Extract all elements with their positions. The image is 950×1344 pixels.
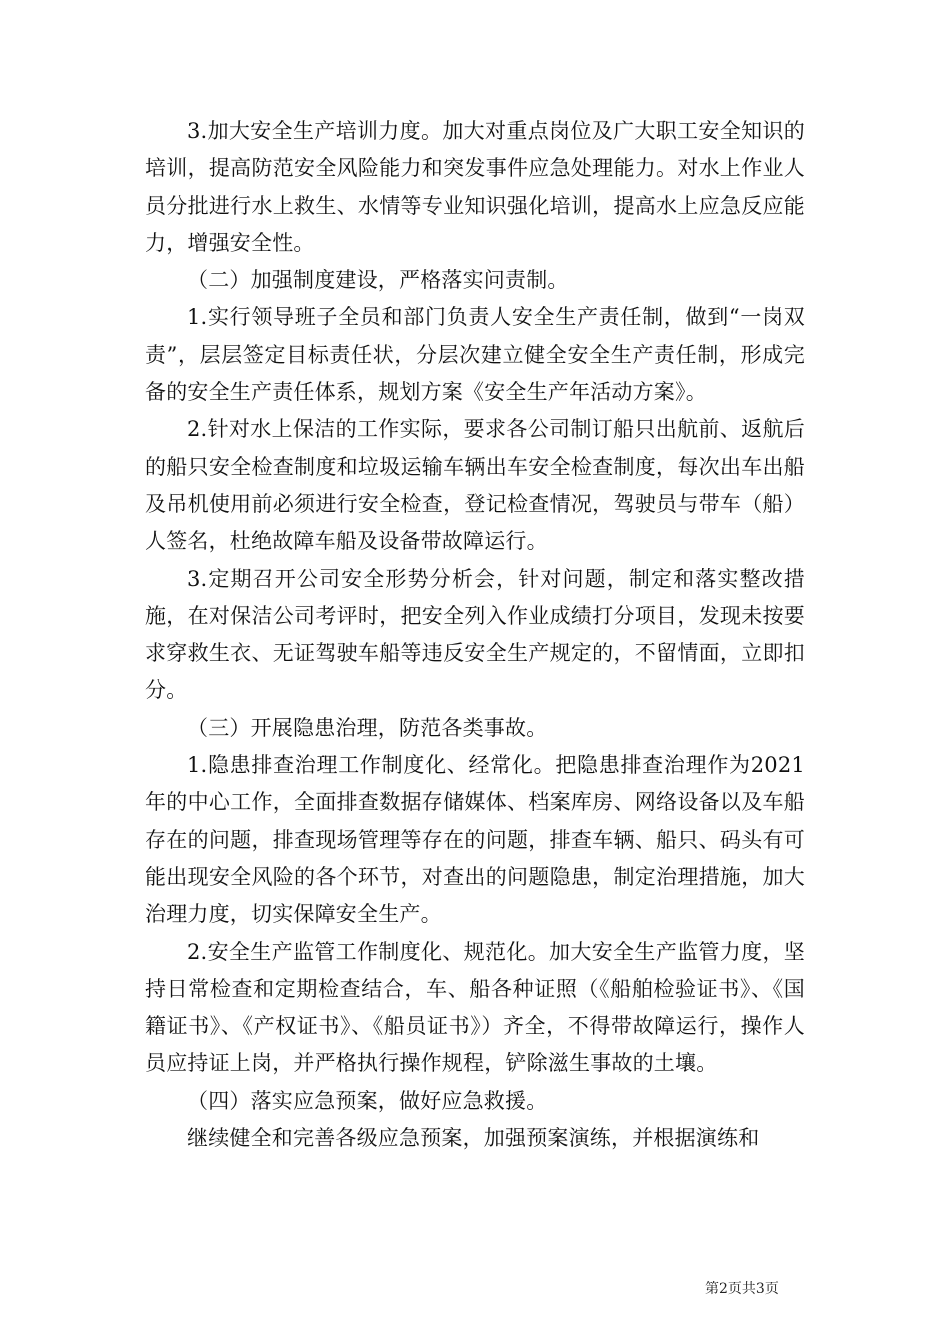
document-body [145,113,805,1157]
paragraph-responsibility-system: 1.实行领导班子全员和部门负责人安全生产责任制，做到“一岗双责”，层层签定目标责任状，分层次建立健全安全生产责任制，形成完备的安全生产责任体系，规划方案《安全生产年活动方案》。 [145,305,805,405]
page-number-footer: 第2页共3页 [705,1281,779,1297]
paragraph-hazard-inspection: 1.隐患排查治理工作制度化、经常化。把隐患排查治理作为2021年的中心工作，全面排查数据存储媒体、档案库房、网络设备以及车船存在的问题，排查现场管理等存在的问题，排查车辆、船只、码头有可能出现安全风险的各个环节，对查出的问题隐患，制定治理措施，加大治理力度，切实保障安全生产。 [145,753,805,927]
paragraph-training: 3.加大安全生产培训力度。加大对重点岗位及广大职工安全知识的培训，提高防范安全风险能力和突发事件应急处理能力。对水上作业人员分批进行水上救生、水情等专业知识强化培训，提高水上应急反应能力，增强安全性。 [145,119,805,255]
section-heading-emergency-plan: （四）落实应急预案，做好应急救援。 [187,1088,548,1113]
paragraph-vessel-inspection: 2.针对水上保洁的工作实际，要求各公司制订船只出航前、返航后的船只安全检查制度和垃圾运输车辆出车安全检查制度，每次出车出船及吊机使用前必须进行安全检查，登记检查情况，驾驶员与带车（船）人签名，杜绝故障车船及设备带故障运行。 [145,417,805,554]
paragraph-safety-analysis-meeting: 3.定期召开公司安全形势分析会，针对问题，制定和落实整改措施，在对保洁公司考评时，把安全列入作业成绩打分项目，发现未按要求穿救生衣、无证驾驶车船等违反安全生产规定的，不留情面，立即扣分。 [145,566,805,703]
section-heading-system-building: （二）加强制度建设，严格落实问责制。 [187,268,569,293]
section-heading-hazard-control: （三）开展隐患治理，防范各类事故。 [187,715,548,740]
paragraph-emergency-drills: 继续健全和完善各级应急预案，加强预案演练，并根据演练和 [187,1126,760,1151]
paragraph-safety-supervision: 2.安全生产监管工作制度化、规范化。加大安全生产监管力度，坚持日常检查和定期检查结合，车、船各种证照（《船舶检验证书》、《国籍证书》、《产权证书》、《船员证书》）齐全，不得带故障运行，操作人员应持证上岗，并严格执行操作规程，铲除滋生事故的土壤。 [145,939,805,1076]
